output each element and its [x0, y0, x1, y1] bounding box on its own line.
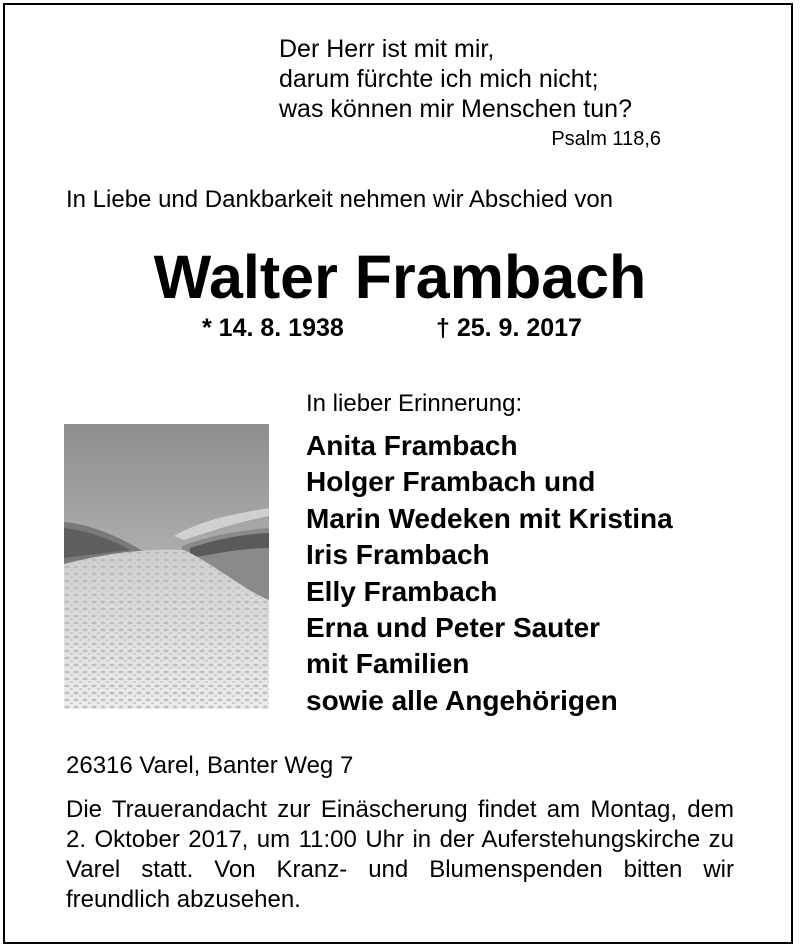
deceased-name: Walter Frambach — [153, 243, 647, 311]
mourner-list — [306, 428, 673, 719]
death-date: † 25. 9. 2017 — [436, 314, 582, 342]
mourner-name: Erna und Peter Sauter — [306, 612, 601, 644]
memory-heading: In lieber Erinnerung: — [306, 390, 523, 417]
dune-beach-photo — [64, 424, 269, 709]
mourner-name: sowie alle Angehörigen — [306, 684, 618, 716]
mourner-name: Anita Frambach — [306, 430, 518, 461]
birth-date: * 14. 8. 1938 — [202, 314, 344, 342]
mourner-name: Iris Frambach — [306, 539, 490, 571]
mourner-name: Holger Frambach und — [306, 466, 596, 498]
mourner-name: Elly Frambach — [306, 575, 498, 607]
intro-text: In Liebe und Dankbarkeit nehmen wir Abschied von — [66, 186, 614, 213]
mourner-name: mit Familien — [306, 648, 470, 680]
mourner-name: Marin Wedeken mit Kristina — [306, 502, 673, 534]
address: 26316 Varel, Banter Weg 7 — [66, 752, 354, 779]
psalm-verse — [279, 34, 632, 124]
psalm-line: darum fürchte ich mich nicht; — [279, 65, 599, 93]
service-notice: Die Trauerandacht zur Einäscherung findet am Montag, dem 2. Oktober 2017, um 11:00 Uhr in der Auferstehungskirche zu Varel statt. Von Kranz- und Blumenspenden bitten wir freundlich abzusehen. — [66, 796, 734, 913]
dune-photo-icon — [64, 424, 269, 709]
psalm-reference: Psalm 118,6 — [551, 128, 661, 150]
psalm-line: Der Herr ist mit mir, — [279, 35, 495, 63]
psalm-line: was können mir Menschen tun? — [279, 95, 632, 123]
